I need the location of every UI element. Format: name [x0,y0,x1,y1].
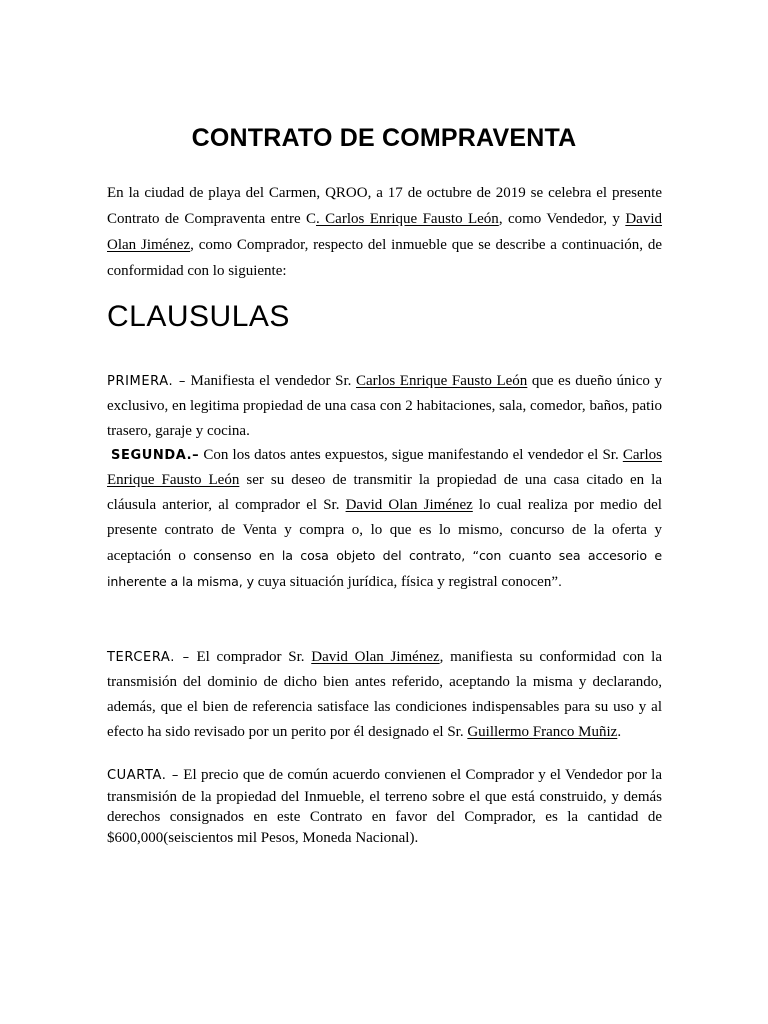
clause-tercera-label: TERCERA [107,650,171,665]
clause-cuarta [107,765,662,848]
intro-paragraph [107,180,662,284]
clause-cuarta-text-1: El precio que de común acuerdo convienen el Comprador y el Vendedor por la transmisión de la propiedad del Inmueble, el terreno sobre el que está construido, y demás derechos consignados en este Contrato en favor del Comprador, es la cantidad de $600,000(seiscientos mil Pesos, Moneda Nacional). [107,767,662,846]
document-title: CONTRATO DE COMPRAVENTA [191,124,577,152]
clause-tercera-text-1: El comprador Sr. [189,649,312,665]
clause-segunda-text-1: Con los datos antes expuestos, sigue manifestando el vendedor el Sr. [199,447,623,463]
clause-segunda-text-6: . [558,574,562,589]
clause-tercera-text-2: , manifiesta su conformidad con la transmisión del dominio de dicho bien antes referido, aceptando la misma y declarando, además, que el bien de referencia satisface las condiciones indispensables para su uso y al efecto ha sido revisado por un perito por él designado el Sr. [107,649,662,740]
clause-primera-text-2: que es dueño único y exclusivo, en legitima propiedad de una casa con 2 habitaciones, sala, comedor, baños, patio trasero, garaje y cocina. [107,373,662,439]
clause-primera [107,369,662,444]
clause-primera-seller: Carlos Enrique Fausto León [356,373,528,389]
seller-name: . Carlos Enrique Fausto León [316,211,499,227]
intro-text-3: , como Comprador, respecto del inmueble que se describe a continuación, de conformidad con lo siguiente: [107,237,662,279]
clause-tercera-dash: . – [170,650,190,665]
clause-segunda-text-5: cuya situación jurídica, física y registral conocen” [253,574,558,590]
intro-text-1: En la ciudad de playa del Carmen, QROO, a 17 de octubre de 2019 se celebra el presente Contrato de Compraventa entre C [107,185,662,227]
intro-text-2: , como Vendedor, y [498,211,626,227]
clause-segunda-label: SEGUNDA.– [111,448,200,463]
clauses-heading: CLAUSULAS [107,300,290,333]
buyer-name: David Olan Jiménez [107,211,662,253]
clause-cuarta-label: CUARTA. – [107,768,179,783]
clause-segunda-text-4: consenso en la cosa objeto del contrato, “con cuanto sea accesorio e inherente a la misma, y [107,548,662,589]
clause-segunda-buyer: David Olan Jiménez [345,497,473,513]
clause-tercera-buyer: David Olan Jiménez [311,649,440,665]
clause-segunda-seller: Carlos Enrique Fausto León [107,447,662,488]
clause-tercera-expert: Guillermo Franco Muñiz [467,724,618,740]
clause-segunda [107,443,662,595]
clause-segunda-text-2: ser su deseo de transmitir la propiedad de una casa citado en la cláusula anterior, al comprador el Sr. [107,472,663,513]
clause-primera-label: PRIMERA. – [107,374,186,389]
clause-segunda-text-3: lo cual realiza por medio del presente contrato de Venta y compra o, lo que es lo mismo, concurso de la oferta y aceptación o [107,497,662,564]
clause-tercera [107,645,662,745]
clause-tercera-text-3: . [617,724,622,740]
clause-primera-text-1: Manifiesta el vendedor Sr. [185,373,357,389]
